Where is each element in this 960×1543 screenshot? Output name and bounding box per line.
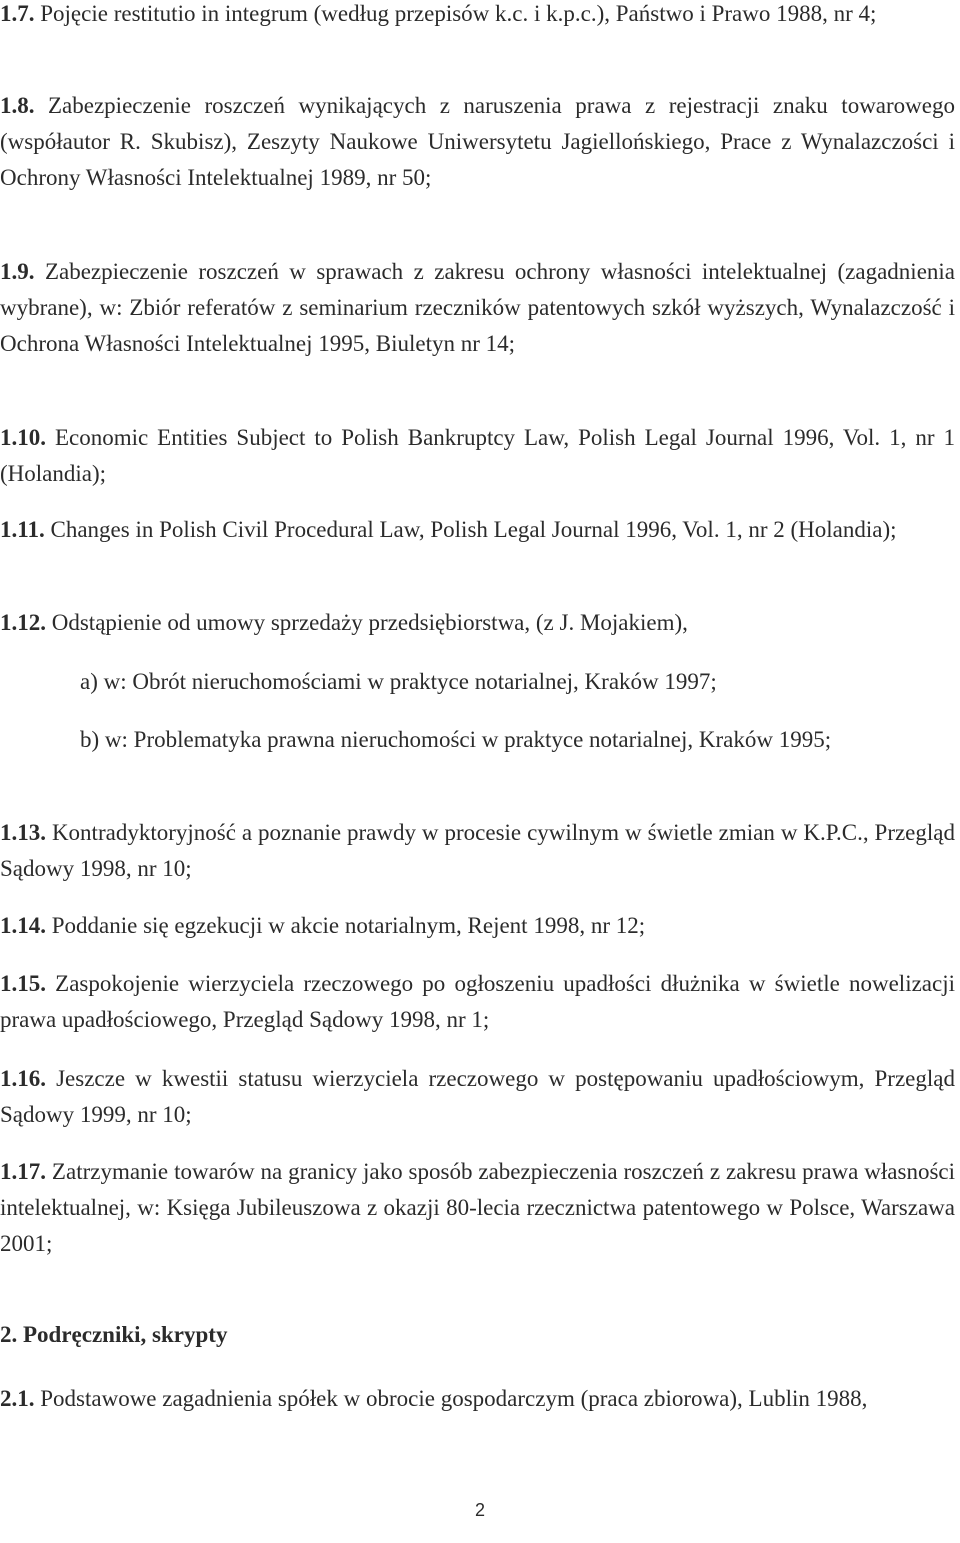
entry-text: Zatrzymanie towarów na granicy jako sposób zabezpieczenia roszczeń z zakresu prawa własności intelektualnej, w: Księga Jubileuszowa z okazji 80-lecia rzecznictwa patentowego w Polsce, Warszawa 2001; bbox=[0, 1159, 955, 1256]
entry-text: Odstąpienie od umowy sprzedaży przedsiębiorstwa, (z J. Mojakiem), bbox=[46, 610, 688, 635]
bibliography-entry-1-10 bbox=[0, 420, 955, 492]
bibliography-entry-1-11 bbox=[0, 512, 955, 548]
bibliography-entry-1-16 bbox=[0, 1061, 955, 1133]
bibliography-entry-1-14 bbox=[0, 908, 955, 944]
bibliography-entry-2-1 bbox=[0, 1381, 955, 1417]
sub-item-a bbox=[80, 664, 955, 700]
bibliography-entry-1-12 bbox=[0, 605, 955, 641]
entry-text: Kontradyktoryjność a poznanie prawdy w procesie cywilnym w świetle zmian w K.P.C., Przegląd Sądowy 1998, nr 10; bbox=[0, 820, 955, 881]
entry-text: Changes in Polish Civil Procedural Law, Polish Legal Journal 1996, Vol. 1, nr 2 (Holandia); bbox=[44, 517, 897, 542]
section-heading: 2. Podręczniki, skrypty bbox=[0, 1322, 228, 1347]
bibliography-entry-1-8 bbox=[0, 88, 955, 196]
entry-number: 1.13. bbox=[0, 820, 46, 845]
bibliography-entry-1-13 bbox=[0, 815, 955, 887]
page-number: 2 bbox=[474, 1500, 485, 1520]
entry-number: 1.7. bbox=[0, 1, 35, 26]
sub-item-text: b) w: Problematyka prawna nieruchomości w praktyce notarialnej, Kraków 1995; bbox=[80, 727, 832, 752]
sub-item-b bbox=[80, 722, 955, 758]
entry-text: Zabezpieczenie roszczeń w sprawach z zakresu ochrony własności intelektualnej (zagadnienia wybrane), w: Zbiór referatów z seminarium rzeczników patentowych szkół wyższych, Wynalazczość i Ochrona Własności Intelektualnej 1995, Biuletyn nr 14; bbox=[0, 259, 955, 356]
entry-number: 1.8. bbox=[0, 93, 35, 118]
entry-text: Zaspokojenie wierzyciela rzeczowego po ogłoszeniu upadłości dłużnika w świetle nowelizacji prawa upadłościowego, Przegląd Sądowy 1998, nr 1; bbox=[0, 971, 955, 1032]
entry-number: 1.9. bbox=[0, 259, 35, 284]
bibliography-entry-1-9 bbox=[0, 254, 955, 362]
bibliography-entry-1-7 bbox=[0, 0, 955, 32]
entry-number: 1.12. bbox=[0, 610, 46, 635]
entry-number: 1.15. bbox=[0, 971, 46, 996]
entry-number: 1.14. bbox=[0, 913, 46, 938]
entry-text: Poddanie się egzekucji w akcie notarialnym, Rejent 1998, nr 12; bbox=[46, 913, 646, 938]
bibliography-entry-1-15 bbox=[0, 966, 955, 1038]
bibliography-entry-1-17 bbox=[0, 1154, 955, 1262]
entry-number: 1.17. bbox=[0, 1159, 46, 1184]
entry-text: Podstawowe zagadnienia spółek w obrocie gospodarczym (praca zbiorowa), Lublin 1988, bbox=[34, 1386, 868, 1411]
entry-text: Economic Entities Subject to Polish Bankruptcy Law, Polish Legal Journal 1996, Vol. 1, nr 1 (Holandia); bbox=[0, 425, 955, 486]
entry-text: Pojęcie restitutio in integrum (według przepisów k.c. i k.p.c.), Państwo i Prawo 1988, nr 4; bbox=[34, 1, 877, 26]
entry-text: Jeszcze w kwestii statusu wierzyciela rzeczowego w postępowaniu upadłościowym, Przegląd Sądowy 1999, nr 10; bbox=[0, 1066, 955, 1127]
entry-number: 1.16. bbox=[0, 1066, 46, 1091]
entry-number: 2.1. bbox=[0, 1386, 35, 1411]
entry-text: Zabezpieczenie roszczeń wynikających z naruszenia prawa z rejestracji znaku towarowego (współautor R. Skubisz), Zeszyty Naukowe Uniwersytetu Jagiellońskiego, Prace z Wynalazczości i Ochrony Własności Intelektualnej 1989, nr 50; bbox=[0, 93, 955, 190]
sub-item-text: a) w: Obrót nieruchomościami w praktyce notarialnej, Kraków 1997; bbox=[80, 669, 717, 694]
entry-number: 1.11. bbox=[0, 517, 45, 542]
entry-number: 1.10. bbox=[0, 425, 46, 450]
